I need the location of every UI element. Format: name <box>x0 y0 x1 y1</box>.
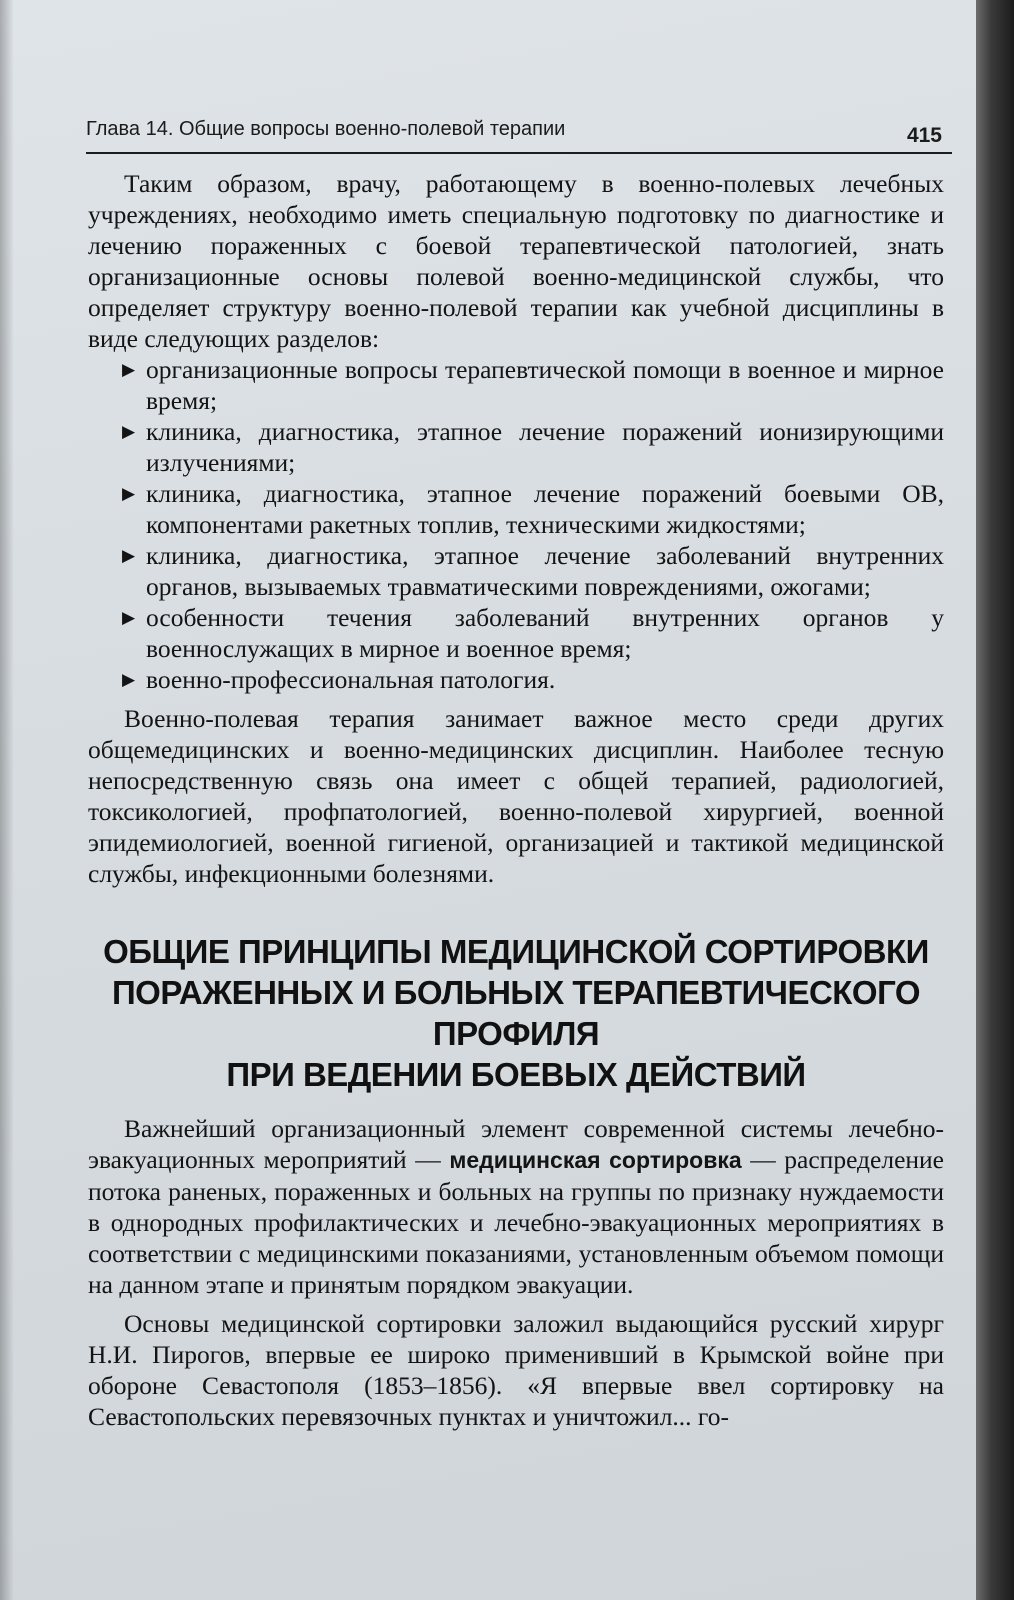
key-term: медицинская сортировка <box>449 1147 742 1173</box>
list-item-text: клиника, диагностика, этапное лечение поражений ионизирующими излучениями; <box>146 417 944 477</box>
list-item <box>122 602 944 664</box>
heading-line: ПОРАЖЕННЫХ И БОЛЬНЫХ ТЕРАПЕВТИЧЕСКОГО ПРОФИЛЯ <box>111 974 921 1052</box>
list-item <box>122 664 944 695</box>
page-number: 415 <box>906 124 942 147</box>
history-paragraph: Основы медицинской сортировки заложил выдающийся русский хирург Н.И. Пирогов, впервые ее широко применивший в Крымской войне при обороне Севастополя (1853–1856). «Я впервые ввел сортировку на Севастопольских перевязочных пунктах и уничтожил... го- <box>88 1309 944 1431</box>
list-item-text: военно-профессиональная патология. <box>146 665 556 694</box>
closing-paragraph: Военно-полевая терапия занимает важное место среди других общемедицинских и военно-медицинских дисциплин. Наиболее тесную непосредственную связь она имеет с общей терапией, радиологией, токсикологией, профпатологией, военно-полевой хирургией, военной эпидемиологией, военной гигиеной, организацией и тактикой медицинской службы, инфекционными болезнями. <box>88 704 944 888</box>
bullet-icon: ▶ <box>122 422 136 441</box>
chapter-title: Глава 14. Общие вопросы военно-полевой терапии <box>86 118 566 140</box>
heading-line: ОБЩИЕ ПРИНЦИПЫ МЕДИЦИНСКОЙ СОРТИРОВКИ <box>103 933 929 970</box>
section-heading <box>88 931 944 1095</box>
list-item-text: клиника, диагностика, этапное лечение заболеваний внутренних органов, вызываемых травматическими повреждениями, ожогами; <box>146 541 944 601</box>
page-gutter-shadow <box>0 0 14 1600</box>
bullet-icon: ▶ <box>122 670 136 689</box>
bullet-icon: ▶ <box>122 360 136 379</box>
paragraph-text: — распределение потока раненых, пораженных и больных на группы по признаку нуждаемости в однородных профилактических и лечебно-эвакуационных мероприятиях в соответствии с медицинскими показаниями, установленным объемом помощи на данном этапе и принятым порядком эвакуации. <box>88 1145 944 1299</box>
list-item <box>122 478 944 540</box>
triage-definition-paragraph <box>88 1113 944 1300</box>
list-item-text: клиника, диагностика, этапное лечение поражений боевыми ОВ, компонентами ракетных топлив, техническими жидкостями; <box>146 479 944 539</box>
bullet-icon: ▶ <box>122 608 136 627</box>
bullet-icon: ▶ <box>122 484 136 503</box>
heading-line: ПРИ ВЕДЕНИИ БОЕВЫХ ДЕЙСТВИЙ <box>226 1056 806 1093</box>
bullet-icon: ▶ <box>122 546 136 565</box>
page-body <box>88 168 944 1432</box>
intro-paragraph: Таким образом, врачу, работающему в военно-полевых лечебных учреждениях, необходимо иметь специальную подготовку по диагностике и лечению пораженных с боевой терапевтической патологией, знать организационные основы полевой военно-медицинской службы, что определяет структуру военно-полевой терапии как учебной дисциплины в виде следующих разделов: <box>88 169 944 353</box>
paragraph-text: Важнейший организационный элемент современной системы лечебно-эвакуационных мероприятий — <box>88 1114 944 1174</box>
list-item <box>122 540 944 602</box>
list-item-text: организационные вопросы терапевтической помощи в военное и мирное время; <box>146 355 944 415</box>
list-item <box>122 354 944 416</box>
list-item-text: особенности течения заболеваний внутренних органов у военнослужащих в мирное и военное время; <box>146 603 944 663</box>
running-header <box>86 118 952 154</box>
discipline-sections-list <box>88 354 944 695</box>
book-spine-edge <box>976 0 1014 1600</box>
list-item <box>122 416 944 478</box>
